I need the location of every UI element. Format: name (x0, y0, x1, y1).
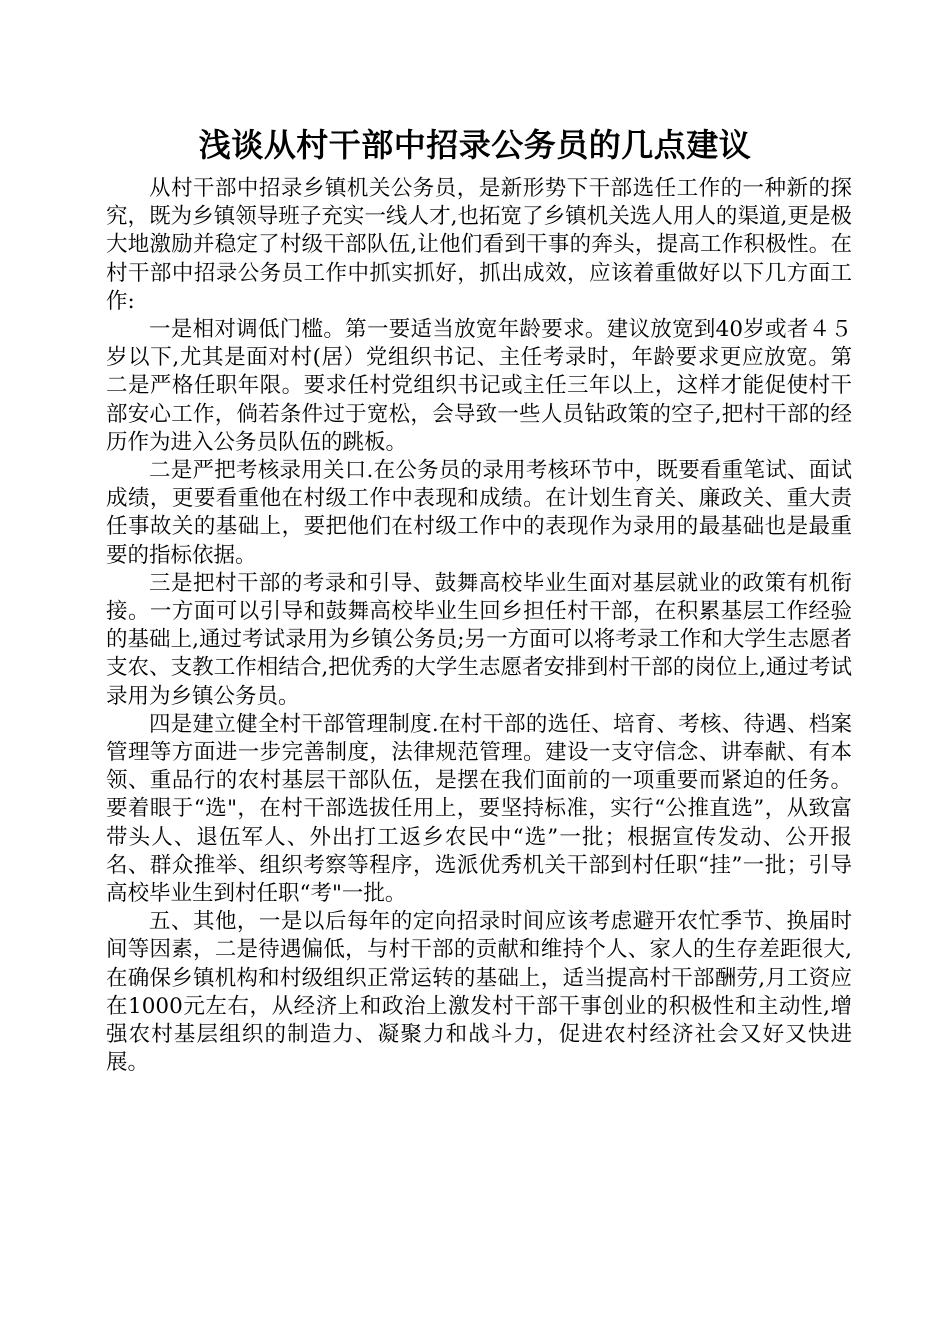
paragraph-point-1: 一是相对调低门槛。第一要适当放宽年龄要求。建议放宽到40岁或者４５岁以下,尤其是面对村(居）党组织书记、主任考录时，年龄要求更应放宽。第二是严格任职年限。要求任村党组织书记或主任三年以上，这样才能促使村干部安心工作，倘若条件过于宽松，会导致一些人员钻政策的空子,把村干部的经历作为进入公务员队伍的跳板。 (106, 317, 852, 455)
paragraph-intro: 从村干部中招录乡镇机关公务员，是新形势下干部选任工作的一种新的探究，既为乡镇领导班子充实一线人才,也拓宽了乡镇机关选人用人的渠道,更是极大地激励并稳定了村级干部队伍,让他们看到干事的奔头，提高工作积极性。在村干部中招录公务员工作中抓实抓好，抓出成效，应该着重做好以下几方面工作: (106, 176, 852, 314)
paragraph-point-5: 五、其他，一是以后每年的定向招录时间应该考虑避开农忙季节、换届时间等因素，二是待遇偏低，与村干部的贡献和维持个人、家人的生存差距很大,在确保乡镇机构和村级组织正常运转的基础上，适当提高村干部酬劳,月工资应在1000元左右，从经济上和政治上激发村干部干事创业的积极性和主动性,增强农村基层组织的制造力、凝聚力和战斗力，促进农村经济社会又好又快进展。 (106, 909, 852, 1076)
document-body (106, 175, 852, 1078)
paragraph-point-3: 三是把村干部的考录和引导、鼓舞高校毕业生面对基层就业的政策有机衔接。一方面可以引导和鼓舞高校毕业生回乡担任村干部，在积累基层工作经验的基础上,通过考试录用为乡镇公务员;另一方面可以将考录工作和大学生志愿者支农、支教工作相结合,把优秀的大学生志愿者安排到村干部的岗位上,通过考试录用为乡镇公务员。 (106, 570, 852, 709)
paragraph-point-2: 二是严把考核录用关口.在公务员的录用考核环节中，既要看重笔试、面试成绩，更要看重他在村级工作中表现和成绩。在计划生育关、廉政关、重大责任事故关的基础上，要把他们在村级工作中的表现作为录用的最基础也是最重要的指标依据。 (106, 458, 852, 568)
document-title: 浅谈从村干部中招录公务员的几点建议 (198, 126, 752, 164)
paragraph-point-4: 四是建立健全村干部管理制度.在村干部的选任、培育、考核、待遇、档案管理等方面进一步完善制度，法律规范管理。建设一支守信念、讲奉献、有本领、重品行的农村基层干部队伍，是摆在我们面前的一项重要而紧迫的任务。要着眼于“选"，在村干部选拔任用上，要坚持标准，实行“公推直选”，从致富带头人、退伍军人、外出打工返乡农民中“选”一批；根据宣传发动、公开报名、群众推举、组织考察等程序，选派优秀机关干部到村任职“挂”一批；引导高校毕业生到村任职“考"一批。 (106, 711, 852, 907)
